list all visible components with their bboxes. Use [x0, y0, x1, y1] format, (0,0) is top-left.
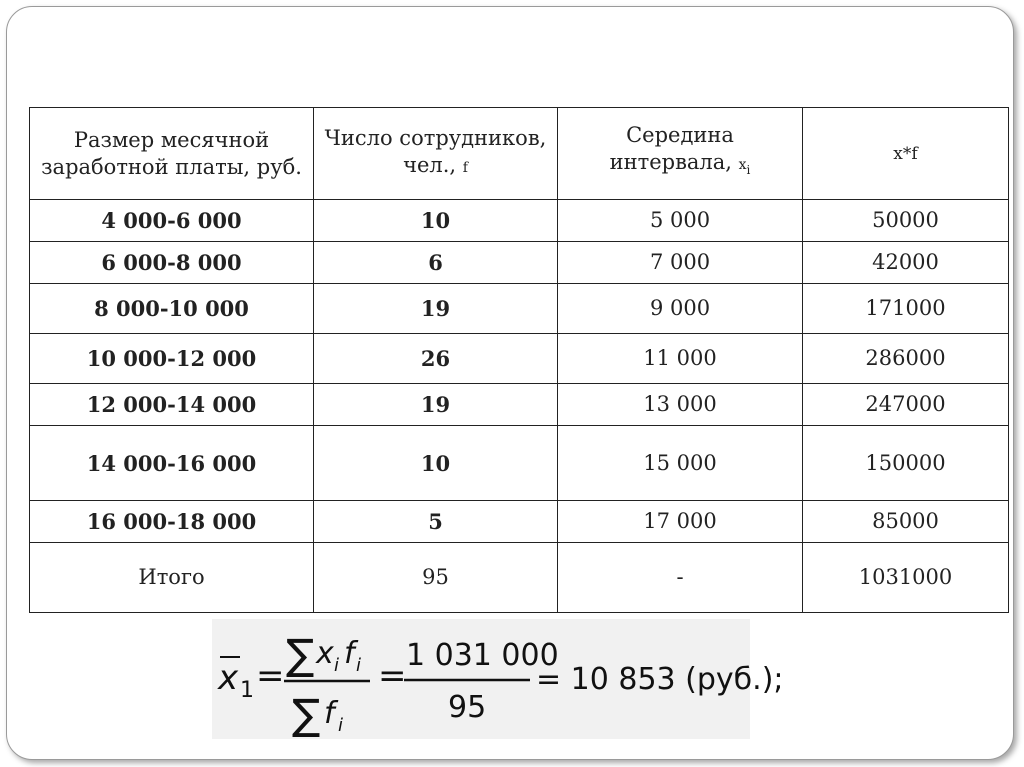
- cell-mid: 11 000: [558, 334, 803, 384]
- numerator-value: 1 031 000: [406, 638, 559, 673]
- cell-count: 19: [314, 384, 558, 426]
- num-x: x: [316, 636, 334, 671]
- formula-svg: [212, 619, 784, 739]
- header-salary-size: [30, 108, 314, 200]
- sigma-denominator: ∑: [292, 690, 321, 739]
- cell-mid: 7 000: [558, 242, 803, 284]
- den-f: f: [324, 696, 335, 731]
- cell-total-xf: 1031000: [803, 543, 1009, 613]
- cell-range: 4 000-6 000: [30, 200, 314, 242]
- cell-mid: 13 000: [558, 384, 803, 426]
- header-text: Середина: [626, 123, 734, 148]
- header-text: интервала,: [609, 150, 739, 175]
- num-x-sub: i: [334, 655, 340, 676]
- table-row: [30, 242, 1009, 284]
- result: = 10 853 (руб.);: [536, 662, 784, 697]
- cell-total-count: 95: [314, 543, 558, 613]
- table-row: [30, 501, 1009, 543]
- header-text: чел.,: [403, 153, 463, 177]
- cell-xf: 247000: [803, 384, 1009, 426]
- header-x-times-f: [803, 108, 1009, 200]
- cell-xf: 171000: [803, 284, 1009, 334]
- cell-count: 19: [314, 284, 558, 334]
- table-row: [30, 284, 1009, 334]
- cell-count: 6: [314, 242, 558, 284]
- cell-xf: 85000: [803, 501, 1009, 543]
- cell-xf: 286000: [803, 334, 1009, 384]
- num-f-sub: i: [356, 655, 362, 676]
- cell-count: 26: [314, 334, 558, 384]
- denominator-value: 95: [448, 690, 487, 725]
- cell-count: 10: [314, 426, 558, 501]
- sigma-numerator: ∑: [286, 630, 315, 679]
- cell-range: 8 000-10 000: [30, 284, 314, 334]
- cell-xf: 50000: [803, 200, 1009, 242]
- cell-total-label: Итого: [30, 543, 314, 613]
- salary-table: [29, 107, 1009, 613]
- header-text: заработной платы, руб.: [41, 154, 302, 179]
- cell-range: 16 000-18 000: [30, 501, 314, 543]
- table-row: [30, 200, 1009, 242]
- cell-range: 10 000-12 000: [30, 334, 314, 384]
- header-text: x*f: [893, 144, 918, 164]
- header-employee-count: [314, 108, 558, 200]
- header-text: Число сотрудников,: [324, 126, 547, 150]
- cell-mid: 15 000: [558, 426, 803, 501]
- cell-xf: 150000: [803, 426, 1009, 501]
- table-row: [30, 384, 1009, 426]
- cell-range: 12 000-14 000: [30, 384, 314, 426]
- cell-mid: 17 000: [558, 501, 803, 543]
- mean-formula: [212, 619, 784, 739]
- header-sub: i: [746, 163, 751, 178]
- header-text: Размер месячной: [73, 127, 270, 152]
- cell-mid: 5 000: [558, 200, 803, 242]
- cell-total-mid: -: [558, 543, 803, 613]
- cell-xf: 42000: [803, 242, 1009, 284]
- lhs-var: x: [218, 658, 239, 698]
- cell-count: 5: [314, 501, 558, 543]
- cell-range: 6 000-8 000: [30, 242, 314, 284]
- den-f-sub: i: [338, 715, 344, 736]
- table-row: [30, 334, 1009, 384]
- cell-range: 14 000-16 000: [30, 426, 314, 501]
- equals-2: =: [378, 656, 407, 696]
- table-row: [30, 426, 1009, 501]
- equals-1: =: [256, 656, 285, 696]
- lhs-sub: 1: [240, 678, 254, 703]
- total-row: [30, 543, 1009, 613]
- num-f: f: [344, 636, 355, 671]
- header-interval-middle: [558, 108, 803, 200]
- cell-mid: 9 000: [558, 284, 803, 334]
- header-var: x: [738, 157, 747, 174]
- table-header-row: [30, 108, 1009, 200]
- header-var: f: [462, 160, 468, 176]
- cell-count: 10: [314, 200, 558, 242]
